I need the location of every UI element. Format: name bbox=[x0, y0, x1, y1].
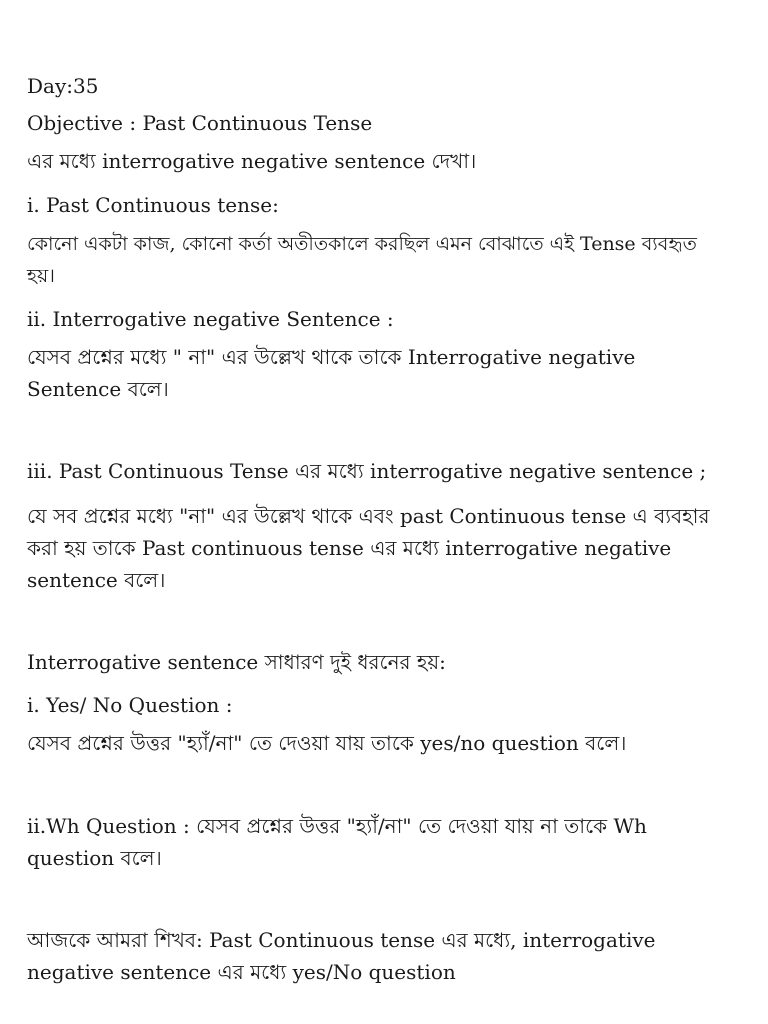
day-label: Day:35 bbox=[27, 74, 99, 98]
objective-title: Objective : Past Continuous Tense bbox=[27, 111, 373, 135]
section-2-body: যেসব প্রশ্নের মধ্যে " না" এর উল্লেখ থাকে তাকে Interrogative negative Sentence বলে। bbox=[27, 345, 636, 401]
section-1-body: কোনো একটা কাজ, কোনো কর্তা অতীতকালে করছিল এমন বোঝাতে এই Tense ব্যবহৃত হয়। bbox=[27, 233, 697, 287]
objective-detail: এর মধ্যে interrogative negative sentence দেখা। bbox=[27, 149, 477, 173]
type-1-body: যেসব প্রশ্নের উত্তর "হ্যাঁ/না" তে দেওয়া যায় তাকে yes/no question বলে। bbox=[27, 731, 627, 755]
section-3-body: যে সব প্রশ্নের মধ্যে "না" এর উল্লেখ থাকে এবং past Continuous tense এ ব্যবহার করা হয় তাকে Past continuous tense এর মধ্যে interrogative negative sentence বলে। bbox=[27, 504, 710, 592]
today-summary: আজকে আমরা শিখব: Past Continuous tense এর মধ্যে, interrogative negative sentence এর মধ্যে yes/No question bbox=[27, 928, 656, 984]
section-3-heading: iii. Past Continuous Tense এর মধ্যে interrogative negative sentence ; bbox=[27, 459, 707, 483]
section-2-heading: ii. Interrogative negative Sentence : bbox=[27, 307, 394, 331]
types-intro: Interrogative sentence সাধারণ দুই ধরনের হয়: bbox=[27, 650, 446, 674]
type-1-heading: i. Yes/ No Question : bbox=[27, 693, 233, 717]
type-2-text: ii.Wh Question : যেসব প্রশ্নের উত্তর "হ্যাঁ/না" তে দেওয়া যায় না তাকে Wh question বলে। bbox=[27, 814, 647, 870]
section-1-heading: i. Past Continuous tense: bbox=[27, 193, 279, 217]
